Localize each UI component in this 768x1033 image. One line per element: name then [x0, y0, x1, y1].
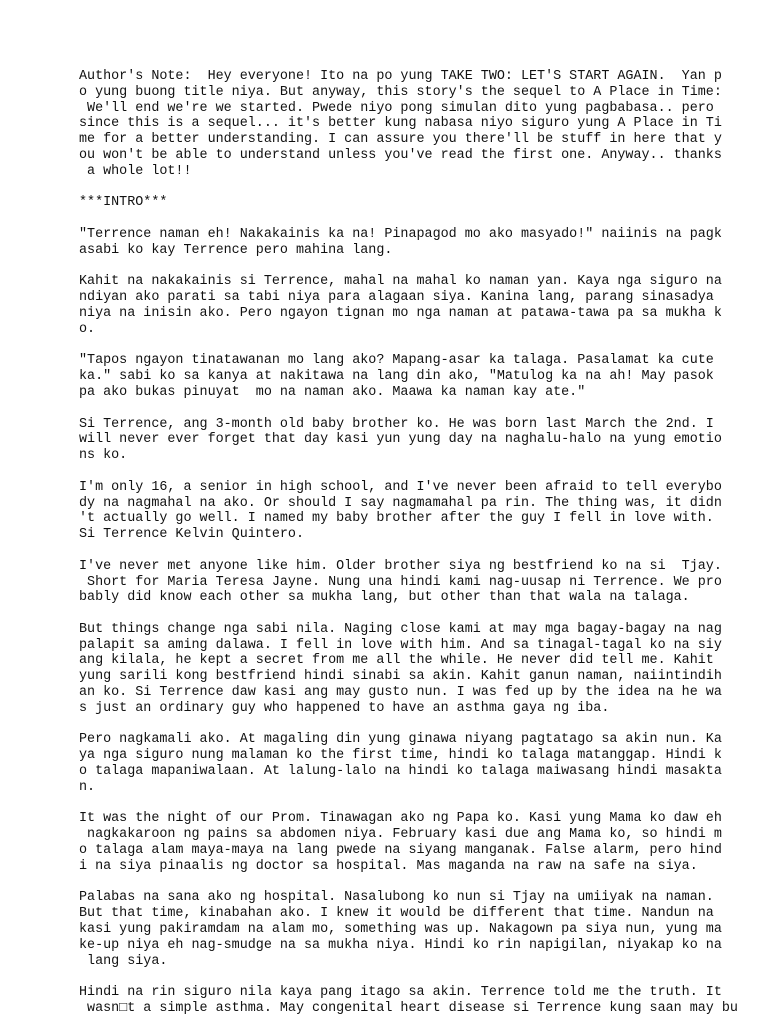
text-line: Author's Note: Hey everyone! Ito na po yung TAKE TWO: LET'S START AGAIN. Yan p: [79, 69, 722, 84]
text-line: pa ako bukas pinuyat mo na naman ako. Maawa ka naman kay ate.": [79, 384, 586, 400]
text-line: ndiyan ako parati sa tabi niya para alagaan siya. Kanina lang, parang sinasadya: [79, 290, 714, 306]
text-line: ang kilala, he kept a secret from me all the while. He never did tell me. Kahit: [79, 653, 714, 669]
text-line: "Tapos ngayon tinatawanan mo lang ako? Mapang-asar ka talaga. Pasalamat ka cute: [79, 353, 714, 369]
text-line: I'm only 16, a senior in high school, and I've never been afraid to tell everybo: [79, 479, 722, 495]
text-line: yung sarili kong bestfriend hindi sinabi sa akin. Kahit ganun naman, naiintindih: [79, 669, 722, 685]
text-line: I've never met anyone like him. Older brother siya ng bestfriend ko na si Tjay.: [79, 558, 722, 574]
text-line: palapit sa aming dalawa. I fell in love with him. And sa tinagal-tagal ko na siy: [79, 637, 722, 653]
paragraph: [79, 985, 738, 1017]
text-line: Pero nagkamali ako. At magaling din yung ginawa niyang pagtatago sa akin nun. Ka: [79, 732, 722, 748]
text-line: We'll end we're we started. Pwede niyo pong simulan dito yung pagbabasa.. pero: [79, 100, 714, 116]
text-line: o talaga alam maya-maya na lang pwede na siyang manganak. False alarm, pero hind: [79, 843, 722, 859]
text-line: o talaga mapaniwalaan. At lalung-lalo na hindi ko talaga maiwasang hindi masakta: [79, 764, 722, 780]
document-body: [79, 69, 738, 1033]
text-line: a whole lot!!: [79, 163, 192, 179]
text-line: an ko. Si Terrence daw kasi ang may gusto nun. I was fed up by the idea na he wa: [79, 685, 722, 701]
paragraph: [79, 69, 729, 180]
text-line: bably did know each other sa mukha lang, but other than that wala na talaga.: [79, 590, 690, 606]
text-line: Palabas na sana ako ng hospital. Nasalubong ko nun si Tjay na umiiyak na naman.: [79, 890, 714, 906]
paragraph: [79, 480, 729, 543]
text-line: Kahit na nakakainis si Terrence, mahal na mahal ko naman yan. Kaya nga siguro na: [79, 274, 722, 290]
text-line: But that time, kinabahan ako. I knew it would be different that time. Nandun na: [79, 906, 714, 922]
paragraph: [79, 274, 729, 337]
paragraph: [79, 890, 729, 969]
text-line: kasi yung pakiramdam na alam mo, something was up. Nakagown pa siya nun, yung ma: [79, 922, 722, 938]
text-line: will never ever forget that day kasi yun yung day na naghalu-halo na yung emotio: [79, 432, 722, 448]
text-line: 't actually go well. I named my baby brother after the guy I fell in love with.: [79, 511, 714, 527]
text-line: wasn□t a simple asthma. May congenital heart disease si Terrence kung saan may bu: [79, 1001, 738, 1017]
text-line: ou won't be able to understand unless you've read the first one. Anyway.. thanks: [79, 147, 722, 163]
text-line: Si Terrence Kelvin Quintero.: [79, 527, 304, 543]
text-line: i na siya pinaalis ng doctor sa hospital. Mas maganda na raw na safe na siya.: [79, 858, 698, 874]
text-line: s just an ordinary guy who happened to have an asthma gaya ng iba.: [79, 700, 610, 716]
paragraph: [79, 417, 729, 464]
text-line: Si Terrence, ang 3-month old baby brother ko. He was born last March the 2nd. I: [79, 416, 714, 432]
paragraph: [79, 732, 729, 795]
text-line: dy na nagmahal na ako. Or should I say nagmamahal pa rin. The thing was, it didn: [79, 495, 722, 511]
paragraph: [79, 353, 729, 400]
text-line: ***INTRO***: [79, 195, 168, 211]
paragraph: [79, 811, 729, 874]
text-line: "Terrence naman eh! Nakakainis ka na! Pinapagod mo ako masyado!" naiinis na pagk: [79, 226, 722, 242]
paragraph: [79, 559, 729, 606]
text-line: ka." sabi ko sa kanya at nakitawa na lang din ako, "Matulog ka na ah! May pasok: [79, 369, 714, 385]
text-line: ke-up niya eh nag-smudge na sa mukha niya. Hindi ko rin napigilan, niyakap ko na: [79, 937, 722, 953]
text-line: But things change nga sabi nila. Naging close kami at may mga bagay-bagay na nag: [79, 621, 722, 637]
text-line: nagkakaroon ng pains sa abdomen niya. February kasi due ang Mama ko, so hindi m: [79, 827, 722, 843]
text-line: ns ko.: [79, 448, 128, 464]
text-line: me for a better understanding. I can assure you there'll be stuff in here that y: [79, 132, 722, 148]
text-line: niya na inisin ako. Pero ngayon tignan mo nga naman at patawa-tawa pa sa mukha k: [79, 305, 722, 321]
text-line: o.: [79, 321, 96, 337]
text-line: It was the night of our Prom. Tinawagan ako ng Papa ko. Kasi yung Mama ko daw eh: [79, 811, 722, 827]
text-line: since this is a sequel... it's better kung nabasa niyo siguro yung A Place in Ti: [79, 116, 722, 132]
text-line: o yung buong title niya. But anyway, this story's the sequel to A Place in Time:: [79, 84, 722, 100]
text-line: Short for Maria Teresa Jayne. Nung una hindi kami nag-uusap ni Terrence. We pro: [79, 574, 722, 590]
text-line: Hindi na rin siguro nila kaya pang itago sa akin. Terrence told me the truth. It: [79, 985, 722, 1001]
text-line: asabi ko kay Terrence pero mahina lang.: [79, 242, 393, 258]
paragraph: [79, 622, 729, 717]
paragraph: [79, 195, 729, 211]
text-line: lang siya.: [79, 953, 168, 969]
paragraph: [79, 227, 729, 259]
text-line: ya nga siguro nung malaman ko the first time, hindi ko talaga matanggap. Hindi k: [79, 748, 722, 764]
text-line: n.: [79, 779, 96, 795]
